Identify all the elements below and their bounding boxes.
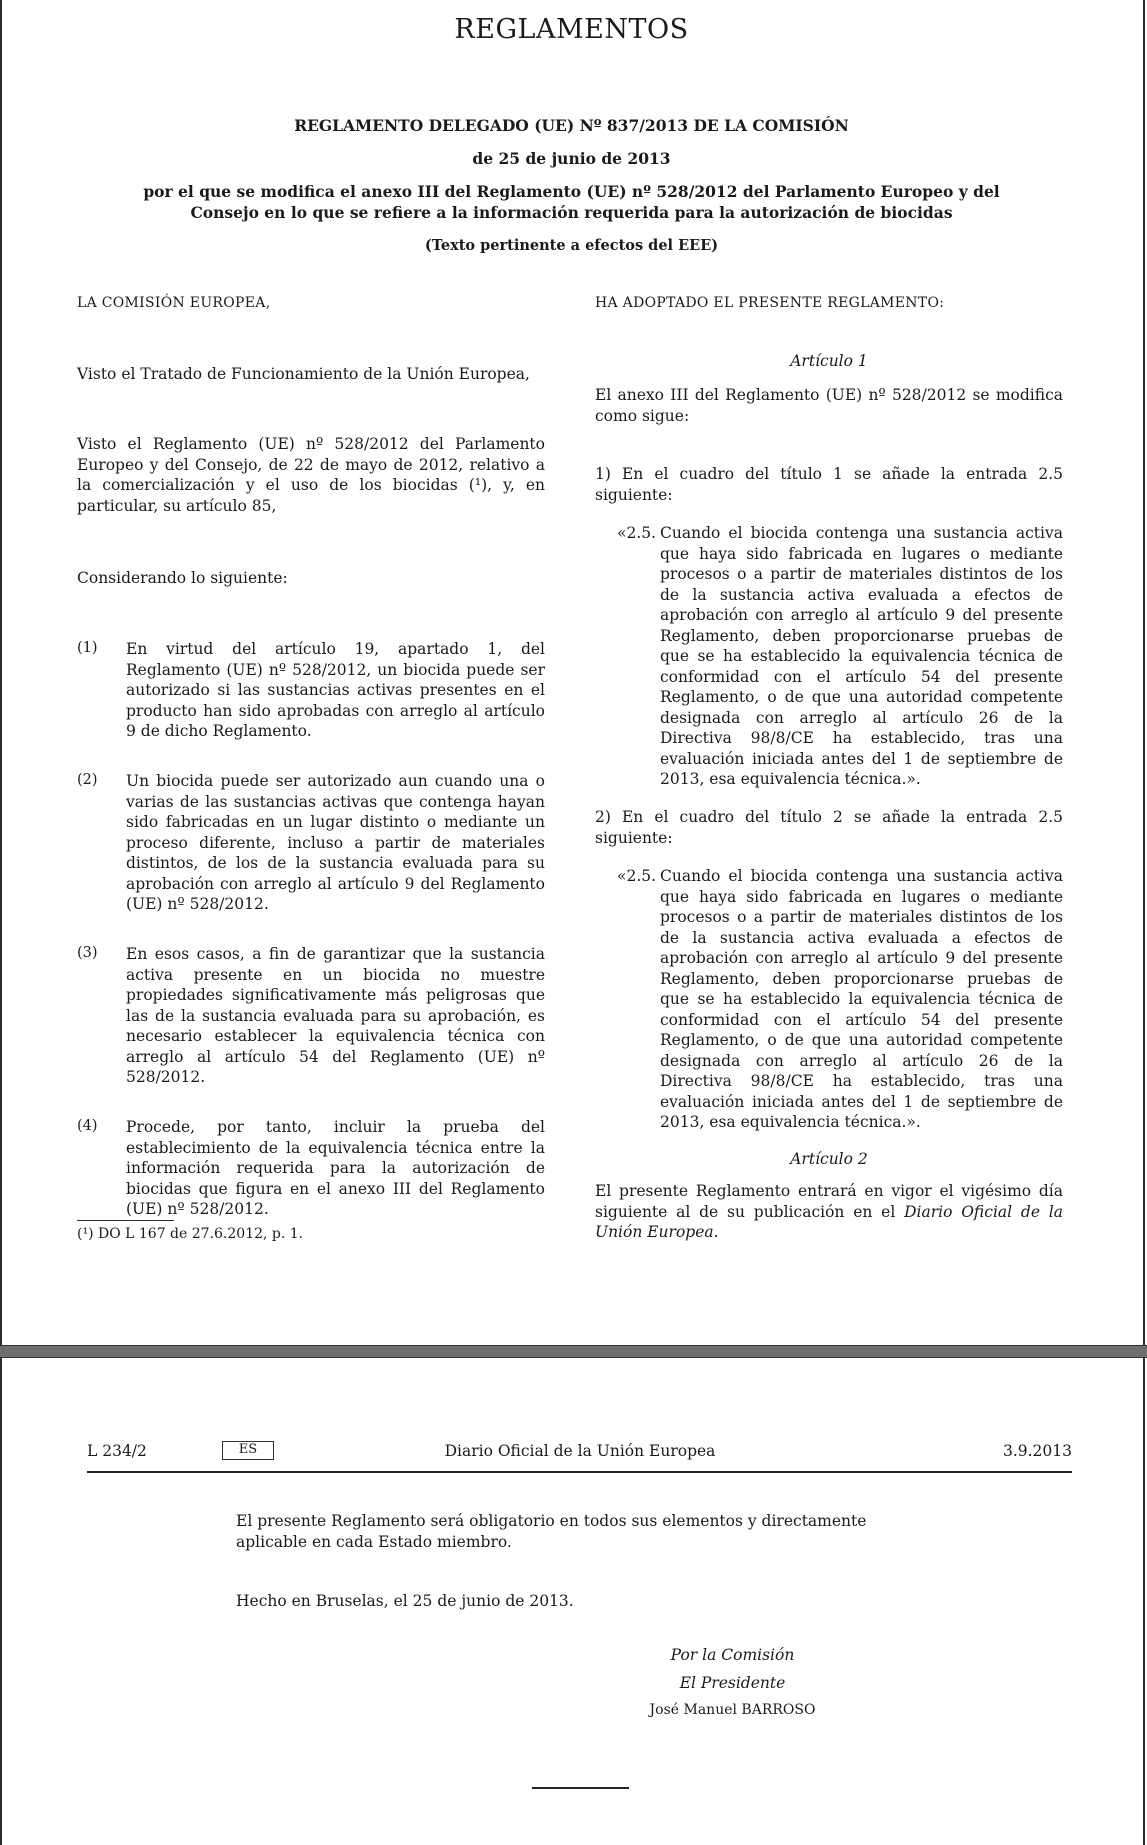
end-rule: [532, 1787, 629, 1789]
recital-number: (1): [77, 640, 98, 656]
visto-treaty: Visto el Tratado de Funcionamiento de la Unión Europea,: [77, 365, 530, 383]
page-separator: [0, 1345, 1147, 1358]
footnote: (¹) DO L 167 de 27.6.2012, p. 1.: [77, 1226, 304, 1242]
article-1-heading: Artículo 1: [790, 352, 868, 370]
publication-date: 3.9.2013: [1002, 1442, 1072, 1460]
commission-heading: LA COMISIÓN EUROPEA,: [77, 295, 271, 311]
recital-text: En virtud del artículo 19, apartado 1, del Reglamento (UE) nº 528/2012, un biocida puede ser autorizado si las sustancias activas presentes en el producto han sido aprobadas con arreglo al artículo 9 de dicho Reglamento.: [126, 640, 545, 740]
article-2-text-end: .: [713, 1223, 719, 1241]
recital-number: (3): [77, 945, 98, 961]
recital-text: Un biocida puede ser autorizado aun cuando una o varias de las sustancias activas que contenga hayan sido fabricadas en un lugar distinto o mediante un proceso diferente, incluso a partir de materiales distintos, de los de la sustancia evaluada para su aprobación con arreglo al artículo 9 del Reglamento (UE) nº 528/2012.: [126, 772, 545, 913]
footnote-rule: [77, 1220, 174, 1221]
journal-name-italic: Diario Oficial de la Unión Europea: [595, 1202, 1064, 1241]
binding-statement: El presente Reglamento será obligatorio en todos sus elementos y directamente aplicable en cada Estado miembro.: [236, 1512, 867, 1551]
regulation-subject-line-1: por el que se modifica el anexo III del Reglamento (UE) nº 528/2012 del Parlamento Europeo y del: [143, 182, 1000, 201]
entry-2-5-title-2: Cuando el biocida contenga una sustancia activa que haya sido fabricada en lugares o mediante procesos o a partir de materiales distintos de los de la sustancia activa evaluada a efectos de aprobación con arreglo al artículo 9 del presente Reglamento, deben proporcionarse pruebas de que se ha establecido la equivalencia técnica de conformidad con el artículo 54 del presente Reglamento, o de que una autoridad competente designada con arreglo al artículo 26 de la Directiva 98/8/CE ha establecido, tras una evaluación iniciada antes del 1 de septiembre de 2013, esa equivalencia técnica.».: [660, 867, 1063, 1131]
section-title: REGLAMENTOS: [454, 14, 689, 45]
article-1-point-2: 2) En el cuadro del título 2 se añade la entrada 2.5 siguiente:: [595, 808, 1063, 847]
signature-role: El Presidente: [679, 1674, 786, 1692]
recital-number: (2): [77, 772, 98, 788]
recital-number: (4): [77, 1118, 98, 1134]
article-1-point-1: 1) En el cuadro del título 1 se añade la entrada 2.5 siguiente:: [595, 465, 1063, 504]
adopted-heading: HA ADOPTADO EL PRESENTE REGLAMENTO:: [595, 295, 945, 311]
regulation-title: REGLAMENTO DELEGADO (UE) Nº 837/2013 DE LA COMISIÓN: [294, 116, 849, 135]
journal-title: Diario Oficial de la Unión Europea: [444, 1442, 716, 1460]
entry-label: «2.5.: [617, 867, 657, 885]
visto-regulation: Visto el Reglamento (UE) nº 528/2012 del Parlamento Europeo y del Consejo, de 22 de mayo de 2012, relativo a la comercialización y el uso de los biocidas (¹), y, en particular, su artículo 85,: [77, 435, 545, 515]
eea-note: (Texto pertinente a efectos del EEE): [424, 237, 719, 254]
article-2-text: [595, 1181, 1063, 1243]
recital-text: Procede, por tanto, incluir la prueba del establecimiento de la equivalencia técnica entre la información requerida para la autorización de biocidas que figura en el anexo III del Reglamento (UE) nº 528/2012.: [126, 1118, 545, 1218]
recital-text: En esos casos, a fin de garantizar que la sustancia activa presente en un biocida no muestre propiedades significativamente más peligrosas que las de la sustancia evaluada para su aprobación, es necesario establecer la equivalencia técnica con arreglo al artículo 54 del Reglamento (UE) nº 528/2012.: [126, 945, 545, 1086]
signature-name: José Manuel BARROSO: [649, 1702, 816, 1718]
article-2-text-main: El presente Reglamento entrará en vigor el vigésimo día siguiente al de su publicación en el: [595, 1182, 1063, 1221]
regulation-date: de 25 de junio de 2013: [472, 149, 671, 168]
language-code-box: ES: [222, 1441, 274, 1460]
entry-2-5-title-1: Cuando el biocida contenga una sustancia activa que haya sido fabricada en lugares o mediante procesos o a partir de materiales distintos de los de la sustancia activa evaluada a efectos de aprobación con arreglo al artículo 9 del presente Reglamento, deben proporcionarse pruebas de que se ha establecido la equivalencia técnica de conformidad con el artículo 54 del presente Reglamento, o de que una autoridad competente designada con arreglo al artículo 26 de la Directiva 98/8/CE ha establecido, tras una evaluación iniciada antes del 1 de septiembre de 2013, esa equivalencia técnica.».: [660, 524, 1063, 788]
done-at: Hecho en Bruselas, el 25 de junio de 2013.: [236, 1592, 574, 1610]
article-2-heading: Artículo 2: [790, 1150, 868, 1168]
entry-label: «2.5.: [617, 524, 657, 542]
header-rule: [87, 1471, 1072, 1473]
page-reference: L 234/2: [87, 1442, 147, 1460]
regulation-subject-line-2: Consejo en lo que se refiere a la información requerida para la autorización de biocidas: [190, 203, 953, 222]
considerando: Considerando lo siguiente:: [77, 569, 288, 587]
signature-for: Por la Comisión: [670, 1646, 795, 1664]
article-1-intro: El anexo III del Reglamento (UE) nº 528/2012 se modifica como sigue:: [595, 386, 1063, 425]
